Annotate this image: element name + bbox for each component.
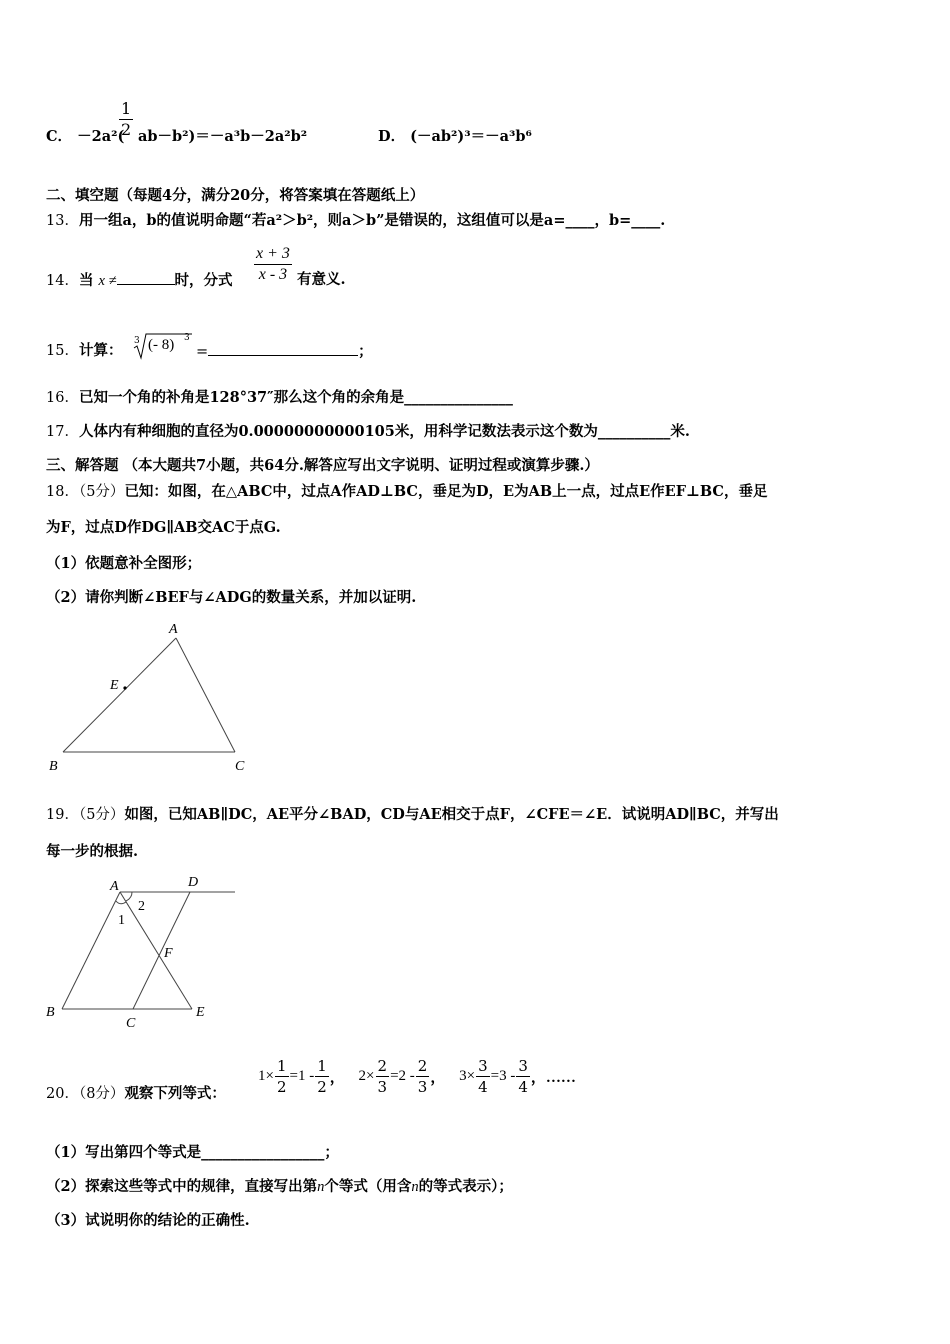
question-16 [46,388,513,408]
equation-2-fraction-2-num: 2 [417,1057,428,1075]
point-e [123,686,126,689]
question-18-text-1: 已知：如图，在△ABC中，过点A作AD⊥BC，垂足为D，E为AB上一点，过点E作EF⊥BC，垂足 [124,483,768,500]
question-13 [46,211,665,231]
question-14-fraction [254,244,292,285]
question-19-figure [40,870,250,1035]
label-c: C [126,1016,136,1031]
option-c-label: C． [46,128,73,145]
question-20-sub-2-c: 的等式表示）； [418,1178,513,1195]
label-angle-2: 2 [138,899,145,914]
question-20-number: 20． [46,1086,79,1102]
equation-3-separator: ，…… [530,1070,576,1086]
question-14-text-2: 时，分式 [174,272,233,289]
question-20-sub-2-a: （2）探索这些等式中的规律，直接写出第 [46,1178,318,1195]
equation-1-fraction-2-den: 2 [317,1078,327,1096]
equation-1-separator: ， [329,1070,345,1086]
equation-1-fraction-2 [315,1056,329,1097]
question-14-text-3: 有意义. [297,271,346,288]
question-17-number: 17． [46,424,79,440]
question-15-equals: = [196,344,209,360]
option-c-post: ab－b²)＝－a³b－2a²b² [138,128,308,145]
question-16-number: 16． [46,390,79,406]
label-f: F [164,946,173,961]
question-16-text: 已知一个角的补角是128°37″那么这个角的余角是_______________ [78,389,513,406]
equation-2-term: 2× [358,1068,375,1084]
option-c-pre: －2a²( [77,128,125,145]
question-15-answer [196,341,373,362]
question-13-number: 13． [46,213,79,229]
option-c-fraction [119,99,133,140]
equation-2-fraction-num: 2 [377,1057,388,1075]
question-20-sub-3: （3）试说明你的结论的正确性. [46,1212,250,1229]
label-e: E [196,1005,205,1020]
label-d: D [188,875,199,890]
equation-2-fraction-2 [416,1056,430,1097]
question-14-number: 14． [46,273,79,289]
label-angle-1: 1 [118,913,125,928]
option-c-fraction-den: 2 [121,120,132,139]
equation-2-separator: ， [430,1070,446,1086]
segment-ab [63,638,176,752]
question-14-text-1: 当 [78,272,94,289]
question-20-score: （8分） [78,1086,125,1102]
question-18-score: （5分） [78,484,125,500]
question-15-radicand: (- 8) [148,337,175,353]
question-20-sub-1: （1）写出第四个等式是_________________； [46,1144,339,1161]
option-d-label: D． [378,128,406,145]
question-20-head [46,1084,226,1104]
equation-1-fraction-num: 1 [276,1057,287,1075]
question-17 [46,422,690,442]
question-19-number: 19． [46,807,79,823]
equation-1 [258,1057,349,1096]
question-19-score: （5分） [78,807,125,823]
equation-1-fraction-den: 2 [276,1078,287,1096]
equation-3-fraction-num: 3 [478,1057,488,1075]
question-17-text: 人体内有种细胞的直径为0.00000000000105米，用科学记数法表示这个数为__________米. [78,423,690,440]
question-13-text: 用一组a，b的值说明命题“若a²＞b²，则a＞b”是错误的，这组值可以是a=____，b=____. [78,212,666,229]
question-19-text-1: 如图，已知AB∥DC，AE平分∠BAD，CD与AE相交于点F，∠CFE＝∠E．试说明AD∥BC，并写出 [124,806,779,823]
segment-ab [62,892,120,1009]
question-15 [46,341,122,361]
question-14-fraction-den: x - 3 [258,266,288,283]
question-20-sub-2-n: n [317,1179,325,1195]
equation-2-fraction [376,1056,390,1097]
question-14 [46,270,233,291]
equation-2-middle: =2 - [390,1068,415,1084]
label-b: B [49,759,58,774]
question-18-line-2: 为F，过点D作DG∥AB交AC于点G. [46,519,281,536]
equation-1-fraction [275,1056,289,1097]
label-a: A [169,622,178,637]
angle-2-arc [126,892,132,901]
equation-3-term: 3× [459,1068,476,1084]
equation-3 [459,1057,576,1096]
option-c [46,127,124,147]
question-18-triangle-figure [40,615,260,780]
question-19-line-1 [46,805,779,825]
question-14-var: x ≠ [98,273,117,289]
question-15-text-1: 计算： [78,342,123,359]
equation-1-fraction-2-num: 1 [317,1057,327,1075]
equation-2-fraction-den: 3 [377,1078,388,1096]
equation-2-fraction-2-den: 3 [417,1078,428,1096]
equation-1-middle: =1 - [289,1068,315,1084]
question-18-line-1 [46,482,767,502]
equation-1-term: 1× [258,1068,274,1084]
equation-3-middle: =3 - [490,1068,516,1084]
question-14-blank[interactable] [117,270,175,285]
equation-3-fraction-den: 4 [478,1078,488,1096]
question-15-number: 15． [46,343,79,359]
question-18-sub-2: （2）请你判断∠BEF与∠ADG的数量关系，并加以证明. [46,589,417,606]
question-20-sub-2-b: 个等式（用含 [324,1178,412,1195]
option-d [378,127,532,147]
segment-ac [176,638,235,752]
angle-1-arc [116,901,126,904]
question-20-sub-2-n2: n [411,1179,419,1195]
question-20-equations [258,1056,576,1097]
equation-3-fraction-2 [516,1056,530,1097]
question-15-root-index: 3 [134,336,140,346]
equation-3-fraction-2-den: 4 [518,1078,528,1096]
question-20-text-1: 观察下列等式： [124,1085,226,1102]
label-c: C [235,759,245,774]
label-e: E [110,678,119,693]
label-b: B [46,1005,55,1020]
question-14-fraction-num: x + 3 [254,244,292,265]
option-c-fraction-num: 1 [121,99,132,118]
equation-3-fraction [476,1056,490,1097]
question-15-radical [132,330,202,360]
question-15-blank[interactable] [208,341,358,356]
equation-3-fraction-2-num: 3 [518,1057,528,1075]
section-3-title: 三、解答题 （本大题共7小题，共64分.解答应写出文字说明、证明过程或演算步骤.） [46,457,599,474]
label-a: A [110,879,119,894]
question-15-radicand-exponent: 3 [184,333,190,343]
question-18-number: 18． [46,484,79,500]
question-20-sub-2 [46,1177,513,1197]
equation-2 [358,1057,450,1096]
section-2-title: 二、填空题（每题4分，满分20分，将答案填在答题纸上） [46,187,425,204]
question-18-sub-1: （1）依题意补全图形； [46,555,202,572]
question-19-line-2: 每一步的根据. [46,843,139,860]
question-15-text-2: ； [358,343,373,360]
option-d-text: (－ab²)³＝－a³b⁶ [410,128,532,145]
